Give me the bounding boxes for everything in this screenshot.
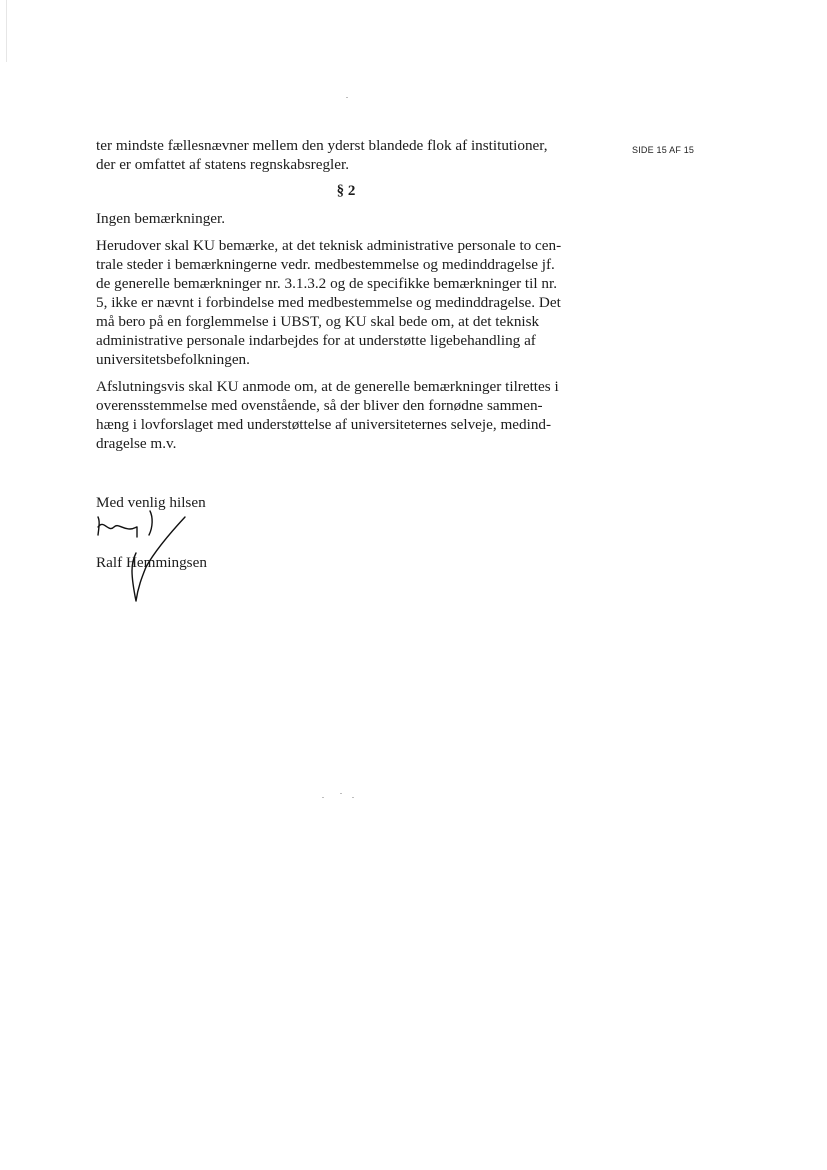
- scan-edge-line: [6, 0, 7, 62]
- section-remark: Ingen bemærkninger.: [96, 210, 226, 227]
- additional-remarks-paragraph: [96, 236, 606, 369]
- concluding-paragraph: [96, 377, 606, 453]
- text-line: Herudover skal KU bemærke, at det teknisk administrative personale to cen-: [96, 237, 562, 254]
- text-line: overensstemmelse med ovenstående, så der bliver den fornødne sammen-: [96, 397, 543, 414]
- text-line: dragelse m.v.: [96, 435, 177, 452]
- section-heading: § 2: [336, 183, 356, 199]
- text-line: trale steder i bemærkningerne vedr. medbestemmelse og medinddragelse jf.: [96, 256, 555, 273]
- handwritten-signature-icon: [90, 505, 200, 605]
- page-number: SIDE 15 AF 15: [632, 145, 695, 155]
- scan-speck: [322, 797, 324, 798]
- scan-speck: [340, 793, 342, 794]
- text-line: 5, ikke er nævnt i forbindelse med medbestemmelse og medinddragelse. Det: [96, 294, 561, 311]
- letter-body: [96, 136, 606, 461]
- closing-salutation: Med venlig hilsen: [96, 494, 206, 511]
- scan-speck: [352, 797, 354, 798]
- text-line: de generelle bemærkninger nr. 3.1.3.2 og de specifikke bemærkninger til nr.: [96, 275, 557, 292]
- text-line: må bero på en forglemmelse i UBST, og KU skal bede om, at det teknisk: [96, 313, 540, 330]
- text-line: Afslutningsvis skal KU anmode om, at de generelle bemærkninger tilrettes i: [96, 378, 559, 395]
- text-line: universitetsbefolkningen.: [96, 351, 250, 368]
- text-line: administrative personale indarbejdes for at understøtte ligebehandling af: [96, 332, 536, 349]
- text-line: der er omfattet af statens regnskabsregler.: [96, 156, 350, 173]
- text-line: hæng i lovforslaget med understøttelse af universiteternes selveje, medind-: [96, 416, 552, 433]
- scan-speck: [346, 97, 348, 98]
- intro-paragraph: [96, 136, 606, 174]
- signer-name: Ralf Hemmingsen: [96, 554, 207, 571]
- text-line: ter mindste fællesnævner mellem den yderst blandede flok af institutioner,: [96, 137, 548, 154]
